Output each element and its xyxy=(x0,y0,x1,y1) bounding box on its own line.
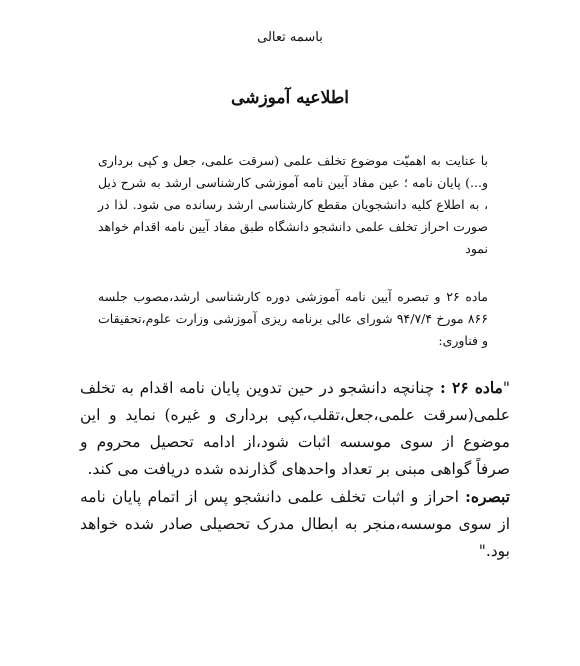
close-quote: " xyxy=(478,542,486,560)
article-26-block xyxy=(80,374,510,565)
article-label: ماده ۲۶ : xyxy=(439,378,503,397)
bismillah-heading: باسمه تعالی xyxy=(257,30,323,45)
open-quote: " xyxy=(502,379,511,397)
article-text: چنانچه دانشجو در حین تدوین پایان نامه اقدام به تخلف علمی(سرقت علمی،جعل،تقلب،کپی برداری و غیره) نماید و این موضوع از سوی موسسه اثبات شود،از ادامه تحصیل محروم و صرفاً گواهی مبنی بر تعداد واحدهای گذارنده شده دریافت می کند. xyxy=(80,379,510,478)
note-text: احراز و اثبات تخلف علمی دانشجو پس از اتمام پایان نامه از سوی موسسه،منجر به ابطال مدرک تحصیلی صادر شده خواهد بود. xyxy=(80,488,510,560)
intro-paragraph: با عنایت به اهمیّت موضوع تخلف علمی (سرقت علمی، جعل و کپی برداری و...) پایان نامه ؛ عین مفاد آیین نامه آموزشی کارشناسی ارشد به شرح ذیل ، به اطلاع کلیه دانشجویان مقطع کارشناسی ارشد رسانده می شود. لذا در صورت احراز تخلف علمی دانشجو دانشگاه طبق مفاد آیین نامه اقدام خواهد نمود xyxy=(98,153,488,256)
note-label: تبصره: xyxy=(465,487,510,506)
reference-paragraph: ماده ۲۶ و تبصره آیین نامه آموزشی دوره کارشناسی ارشد،مصوب جلسه ۸۶۶ مورخ ۹۴/۷/۴ شورای عالی برنامه ریزی آموزشی وزارت علوم،تحقیقات و فناوری: xyxy=(98,289,488,348)
page-title: اطلاعیه آموزشی xyxy=(231,88,349,108)
